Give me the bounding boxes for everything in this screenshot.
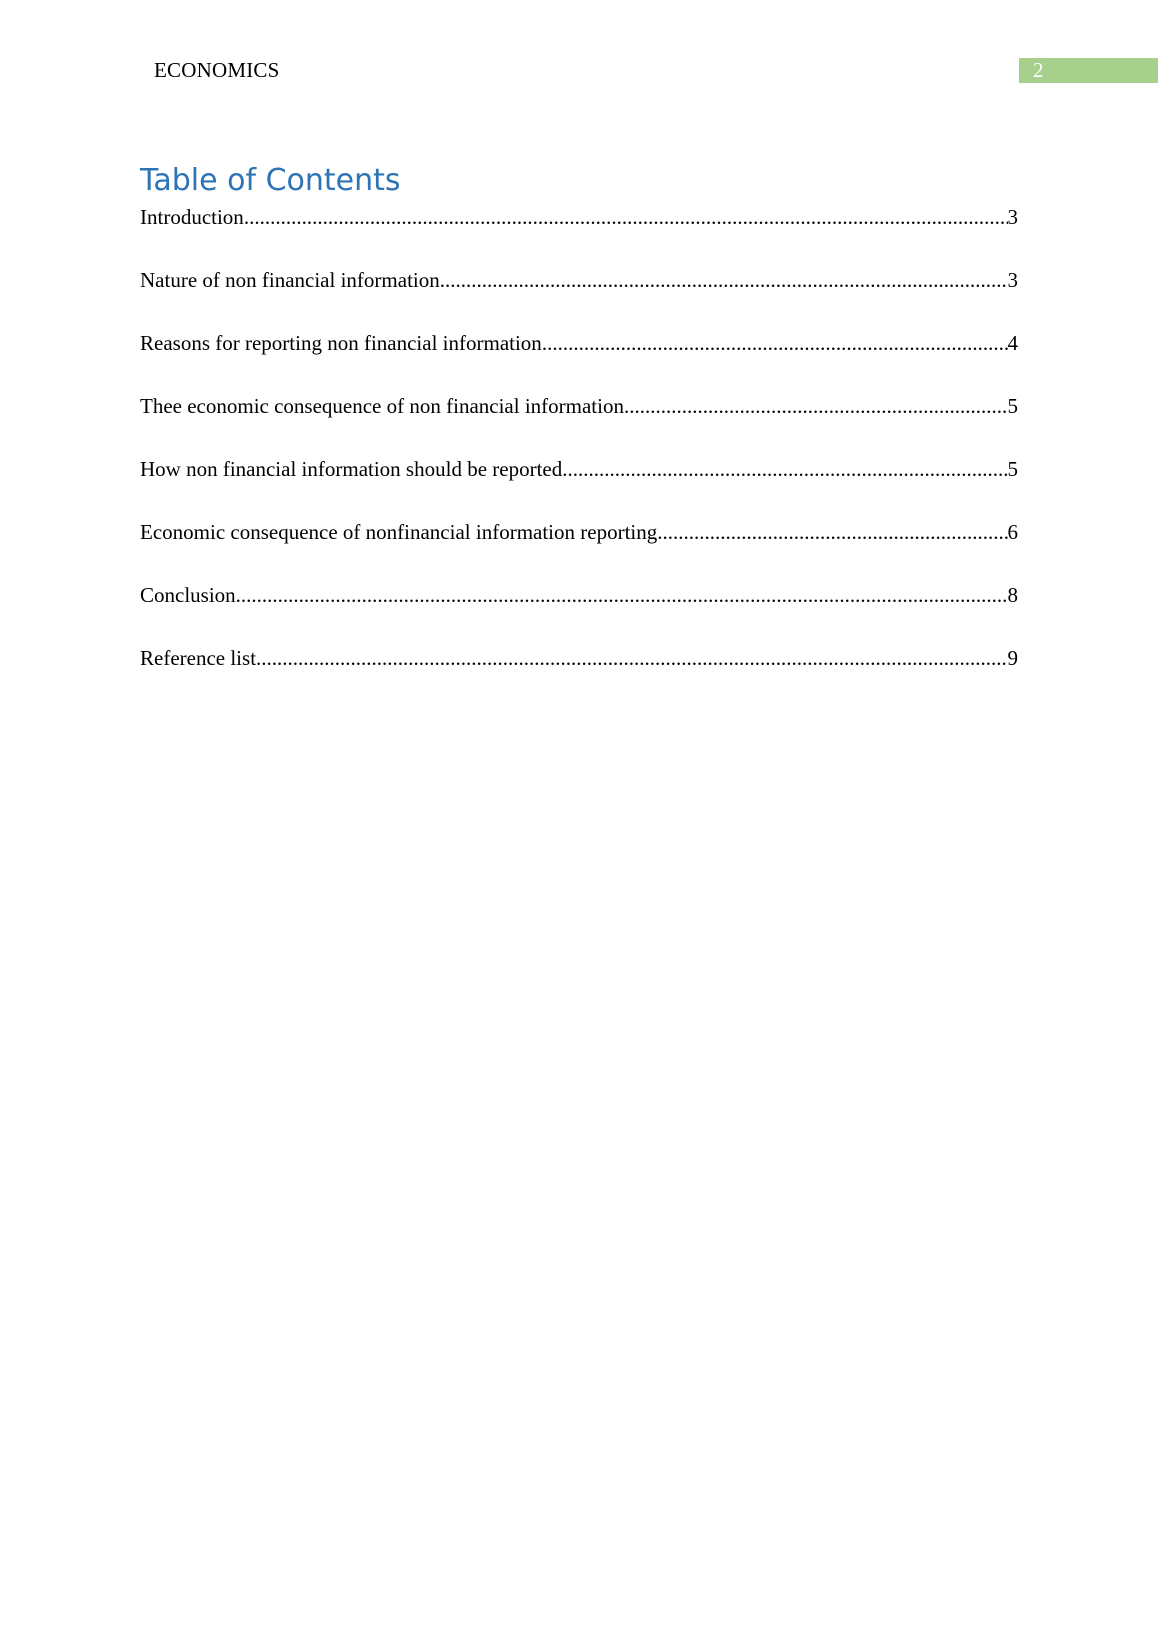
toc-list — [140, 202, 1018, 706]
toc-entry-reporting-consequence[interactable] — [140, 517, 1018, 580]
toc-entry-label: Reasons for reporting non financial information — [140, 331, 542, 355]
toc-entry-page: 4 — [1007, 331, 1018, 355]
toc-entry-economic-consequence[interactable] — [140, 391, 1018, 454]
toc-entry-label: How non financial information should be reported — [140, 457, 563, 481]
toc-dot-leader — [244, 202, 1008, 232]
toc-entry-page: 9 — [1007, 646, 1018, 670]
header-title: ECONOMICS — [154, 58, 280, 82]
toc-entry-page: 3 — [1007, 268, 1018, 292]
toc-entry-reference-list[interactable] — [140, 643, 1018, 706]
toc-dot-leader — [440, 265, 1008, 295]
toc-dot-leader — [624, 391, 1008, 421]
toc-dot-leader — [562, 454, 1007, 484]
toc-entry-reasons[interactable] — [140, 328, 1018, 391]
toc-dot-leader — [256, 643, 1007, 673]
toc-entry-how-reported[interactable] — [140, 454, 1018, 517]
toc-entry-page: 5 — [1007, 457, 1018, 481]
page-number-badge — [1019, 58, 1158, 83]
toc-dot-leader — [657, 517, 1007, 547]
toc-heading: Table of Contents — [140, 163, 401, 198]
toc-entry-label: Economic consequence of nonfinancial information reporting — [140, 520, 658, 544]
page-number: 2 — [1033, 58, 1044, 82]
toc-entry-label: Nature of non financial information — [140, 268, 440, 292]
toc-entry-label: Thee economic consequence of non financial information — [140, 394, 624, 418]
toc-dot-leader — [542, 328, 1008, 358]
toc-entry-label: Reference list — [140, 646, 257, 670]
toc-entry-nature[interactable] — [140, 265, 1018, 328]
toc-entry-page: 8 — [1007, 583, 1018, 607]
toc-entry-introduction[interactable] — [140, 202, 1018, 265]
toc-entry-page: 6 — [1007, 520, 1018, 544]
toc-dot-leader — [236, 580, 1008, 610]
toc-entry-conclusion[interactable] — [140, 580, 1018, 643]
toc-entry-page: 3 — [1007, 205, 1018, 229]
toc-entry-page: 5 — [1007, 394, 1018, 418]
toc-entry-label: Conclusion — [140, 583, 236, 607]
toc-entry-label: Introduction — [140, 205, 244, 229]
